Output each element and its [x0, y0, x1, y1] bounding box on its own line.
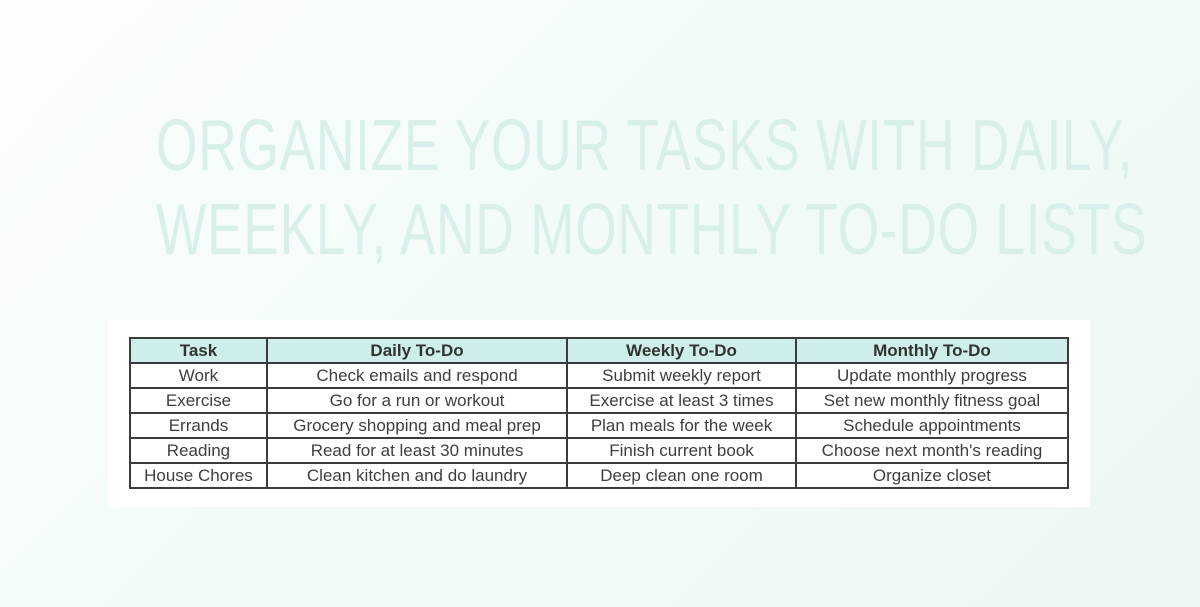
monthly-cell: Organize closet [796, 463, 1068, 488]
table-row [130, 363, 1068, 388]
task-cell: House Chores [130, 463, 267, 488]
column-header-task: Task [130, 338, 267, 363]
daily-cell: Check emails and respond [267, 363, 567, 388]
task-cell: Reading [130, 438, 267, 463]
monthly-cell: Choose next month's reading [796, 438, 1068, 463]
weekly-cell: Exercise at least 3 times [567, 388, 796, 413]
task-cell: Exercise [130, 388, 267, 413]
weekly-cell: Plan meals for the week [567, 413, 796, 438]
weekly-cell: Finish current book [567, 438, 796, 463]
daily-cell: Clean kitchen and do laundry [267, 463, 567, 488]
table-row [130, 438, 1068, 463]
weekly-cell: Deep clean one room [567, 463, 796, 488]
column-header-weekly: Weekly To-Do [567, 338, 796, 363]
monthly-cell: Set new monthly fitness goal [796, 388, 1068, 413]
column-header-daily: Daily To-Do [267, 338, 567, 363]
daily-cell: Grocery shopping and meal prep [267, 413, 567, 438]
daily-cell: Read for at least 30 minutes [267, 438, 567, 463]
weekly-cell: Submit weekly report [567, 363, 796, 388]
daily-cell: Go for a run or workout [267, 388, 567, 413]
page-title-line-2: WEEKLY, AND MONTHLY TO-DO LISTS [156, 190, 1148, 270]
column-header-monthly: Monthly To-Do [796, 338, 1068, 363]
task-cell: Work [130, 363, 267, 388]
table-header-row [130, 338, 1068, 363]
page-title-line-1: ORGANIZE YOUR TASKS WITH DAILY, [156, 106, 1134, 186]
table-row [130, 413, 1068, 438]
table-row [130, 388, 1068, 413]
task-cell: Errands [130, 413, 267, 438]
todo-table [129, 337, 1069, 489]
page-title [0, 104, 1200, 272]
table-card [108, 320, 1090, 507]
table-row [130, 463, 1068, 488]
monthly-cell: Update monthly progress [796, 363, 1068, 388]
monthly-cell: Schedule appointments [796, 413, 1068, 438]
